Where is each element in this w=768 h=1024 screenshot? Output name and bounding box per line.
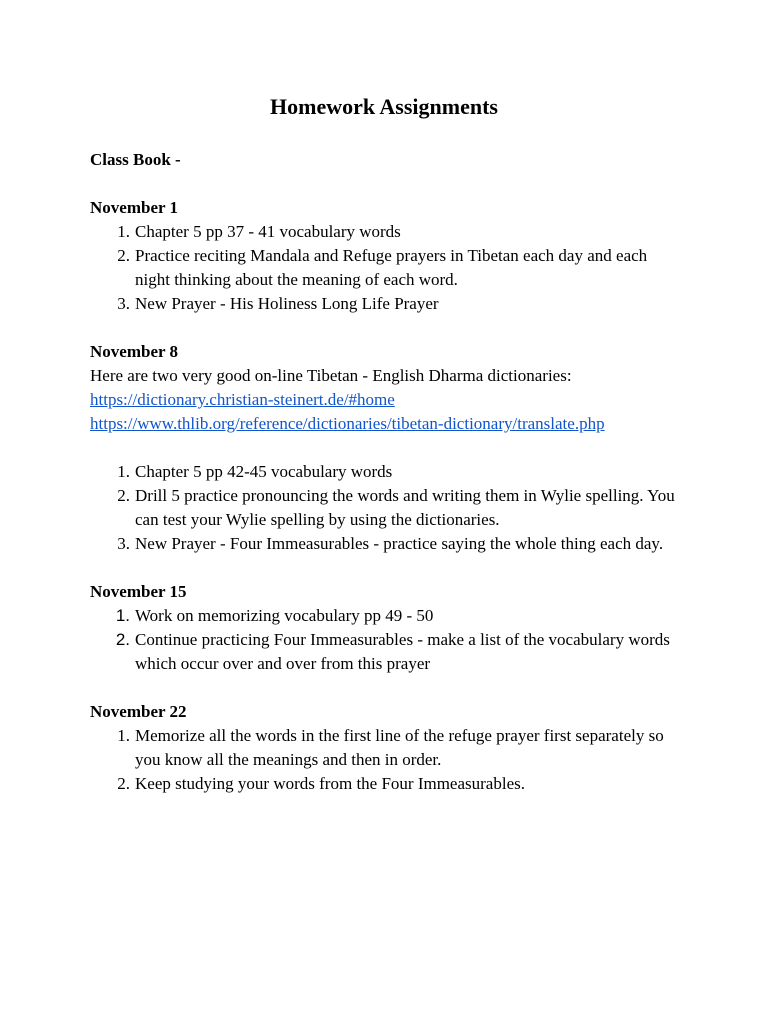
item-number: 2.	[115, 630, 130, 649]
list-item	[90, 292, 678, 316]
assignment-list	[90, 604, 678, 676]
dictionary-link-thlib[interactable]: https://www.thlib.org/reference/dictionaries/tibetan-dictionary/translate.php	[90, 414, 605, 433]
list-item	[90, 484, 678, 532]
list-item	[90, 628, 678, 676]
list-item	[90, 220, 678, 244]
item-text: Continue practicing Four Immeasurables - make a list of the vocabulary words which occur over and over from this prayer	[135, 630, 670, 673]
section-november-1	[90, 196, 678, 316]
list-item	[90, 604, 678, 628]
section-date: November 22	[90, 702, 187, 721]
list-item	[90, 460, 678, 484]
item-text: Practice reciting Mandala and Refuge prayers in Tibetan each day and each night thinking about the meaning of each word.	[135, 246, 648, 289]
section-november-22	[90, 700, 678, 796]
item-number: 1.	[117, 222, 130, 241]
page-title: Homework Assignments	[270, 94, 498, 119]
item-text: Chapter 5 pp 42-45 vocabulary words	[135, 462, 393, 481]
item-text: New Prayer - Four Immeasurables - practice saying the whole thing each day.	[135, 534, 664, 553]
item-number: 1.	[117, 726, 130, 745]
item-text: Keep studying your words from the Four Immeasurables.	[135, 774, 525, 793]
dictionary-link-steinert[interactable]: https://dictionary.christian-steinert.de/#home	[90, 390, 395, 409]
item-text: Chapter 5 pp 37 - 41 vocabulary words	[135, 222, 401, 241]
item-text: New Prayer - His Holiness Long Life Prayer	[135, 294, 439, 313]
section-date: November 1	[90, 198, 178, 217]
list-item	[90, 244, 678, 292]
list-item	[90, 772, 678, 796]
item-text: Memorize all the words in the first line of the refuge prayer first separately so you know all the meanings and then in order.	[135, 726, 664, 769]
item-number: 1.	[117, 462, 130, 481]
spacer	[90, 436, 678, 460]
item-number: 3.	[117, 294, 130, 313]
section-november-15	[90, 580, 678, 676]
class-book-label: Class Book -	[90, 150, 181, 169]
section-november-8	[90, 340, 678, 556]
item-text: Drill 5 practice pronouncing the words and writing them in Wylie spelling. You can test your Wylie spelling by using the dictionaries.	[135, 486, 675, 529]
assignment-list	[90, 724, 678, 796]
list-item	[90, 532, 678, 556]
item-text: Work on memorizing vocabulary pp 49 - 50	[135, 606, 434, 625]
item-number: 1.	[115, 606, 130, 625]
dictionaries-intro: Here are two very good on-line Tibetan - English Dharma dictionaries:	[90, 366, 572, 385]
item-number: 2.	[117, 246, 130, 265]
list-item	[90, 724, 678, 772]
assignment-list	[90, 220, 678, 316]
section-date: November 8	[90, 342, 178, 361]
item-number: 2.	[117, 486, 130, 505]
assignment-list	[90, 460, 678, 556]
section-date: November 15	[90, 582, 187, 601]
item-number: 3.	[117, 534, 130, 553]
item-number: 2.	[117, 774, 130, 793]
